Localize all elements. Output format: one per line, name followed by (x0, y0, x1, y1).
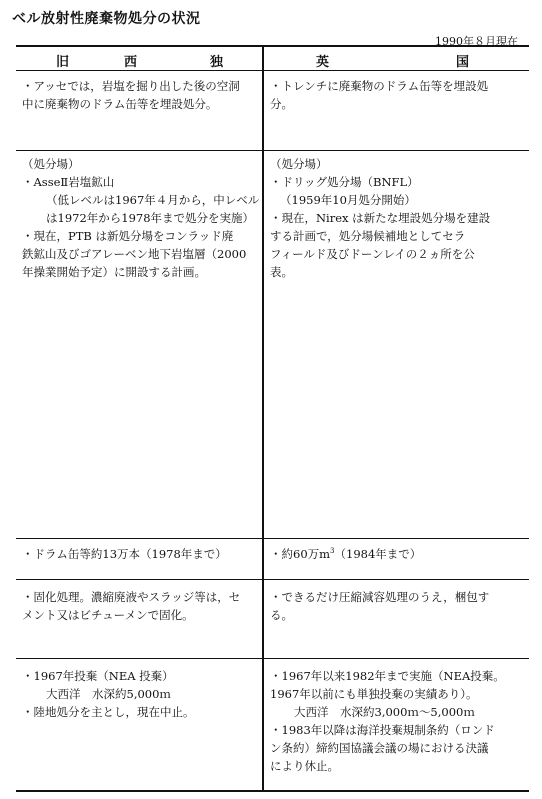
row-2-west-germany (22, 155, 259, 281)
header-west-germany-2: 西 (124, 55, 138, 70)
text-line: 中に廃棄物のドラム缶等を埋設処分。 (22, 97, 218, 111)
as-of-date: 1990年８月現在 (435, 35, 518, 48)
header-rule (16, 70, 529, 71)
text-line (270, 545, 421, 563)
text-line: ・1967年以来1982年まで実施（NEA投棄。 (270, 669, 505, 683)
header-uk-2: 国 (456, 55, 470, 70)
text-line: ・ドラム缶等約13万本（1978年まで） (22, 547, 227, 561)
text-line: ・現在，PTB は新処分場をコンラッド廃 (22, 229, 234, 243)
text-line: 1967年以前にも単独投棄の実績あり）。 (270, 687, 478, 701)
text-line: ・1967年投棄（NEA 投棄） (22, 669, 174, 683)
text-line: により休止。 (270, 759, 339, 773)
text-line: は1972年から1978年まで処分を実施） (46, 211, 255, 225)
row-1-uk (270, 77, 488, 113)
cubic-superscript: 3 (330, 547, 335, 556)
text-line: ・現在，Nirex は新たな埋設処分場を建設 (270, 211, 491, 225)
text-line: （低レベルは1967年４月から，中レベル (46, 193, 260, 207)
text-line: 大西洋 水深約5,000ｍ (46, 687, 171, 701)
text-line: 鉄鉱山及びゴアレーベン地下岩塩層（2000 (22, 247, 247, 261)
page-title: ベル放射性廃棄物処分の状況 (12, 11, 201, 27)
text-line: ・ドリッグ処分場（BNFL） (270, 175, 419, 189)
text-line: ・1983年以降は海洋投棄規制条約（ロンド (270, 723, 495, 737)
text-line: する計画で，処分場候補地としてセラ (270, 229, 466, 243)
header-west-germany-1: 旧 (56, 55, 70, 70)
text-line: ・トレンチに廃棄物のドラム缶等を埋設処 (270, 79, 489, 93)
text-line: る。 (270, 608, 293, 622)
volume-text: ・約60万m (270, 547, 331, 561)
text-line: （処分場） (270, 157, 328, 171)
row-5-uk (270, 667, 505, 775)
text-line: ・できるだけ圧縮減容処理のうえ，梱包す (270, 590, 490, 604)
text-line: ・陸地処分を主とし，現在中止。 (22, 705, 195, 719)
row-5-west-germany (22, 667, 195, 721)
row-3-west-germany (22, 545, 227, 563)
text-line: フィールド及びドーンレイの２ヵ所を公 (270, 247, 475, 261)
text-line: ン条約）締約国協議会議の場における決議 (270, 741, 489, 755)
period-text: （1984年まで） (334, 547, 422, 561)
column-divider (262, 47, 264, 790)
text-line: メント又はビチューメンで固化。 (22, 608, 194, 622)
text-line: ・アッセでは，岩塩を掘り出した後の空洞 (22, 79, 240, 93)
row-rule (16, 150, 529, 151)
text-line: 表。 (270, 265, 293, 279)
text-line: （処分場） (22, 157, 80, 171)
row-2-uk (270, 155, 490, 281)
header-uk-1: 英 (316, 55, 330, 70)
row-rule (16, 538, 529, 539)
text-line: 年操業開始予定）に開設する計画。 (22, 265, 206, 279)
text-line: 分。 (270, 97, 293, 111)
text-line: （1959年10月処分開始） (280, 193, 416, 207)
header-west-germany-3: 独 (210, 55, 224, 70)
text-line: ・固化処理。濃縮廃液やスラッジ等は，セ (22, 590, 241, 604)
row-4-uk (270, 588, 489, 624)
row-1-west-germany (22, 77, 240, 113)
text-line: 大西洋 水深約3,000ｍ～5,000ｍ (294, 705, 475, 719)
text-line: ・AsseⅡ岩塩鉱山 (22, 175, 115, 189)
row-rule (16, 579, 529, 580)
comparison-table (16, 45, 529, 792)
row-4-west-germany (22, 588, 240, 624)
row-3-uk (270, 545, 421, 563)
row-rule (16, 658, 529, 659)
